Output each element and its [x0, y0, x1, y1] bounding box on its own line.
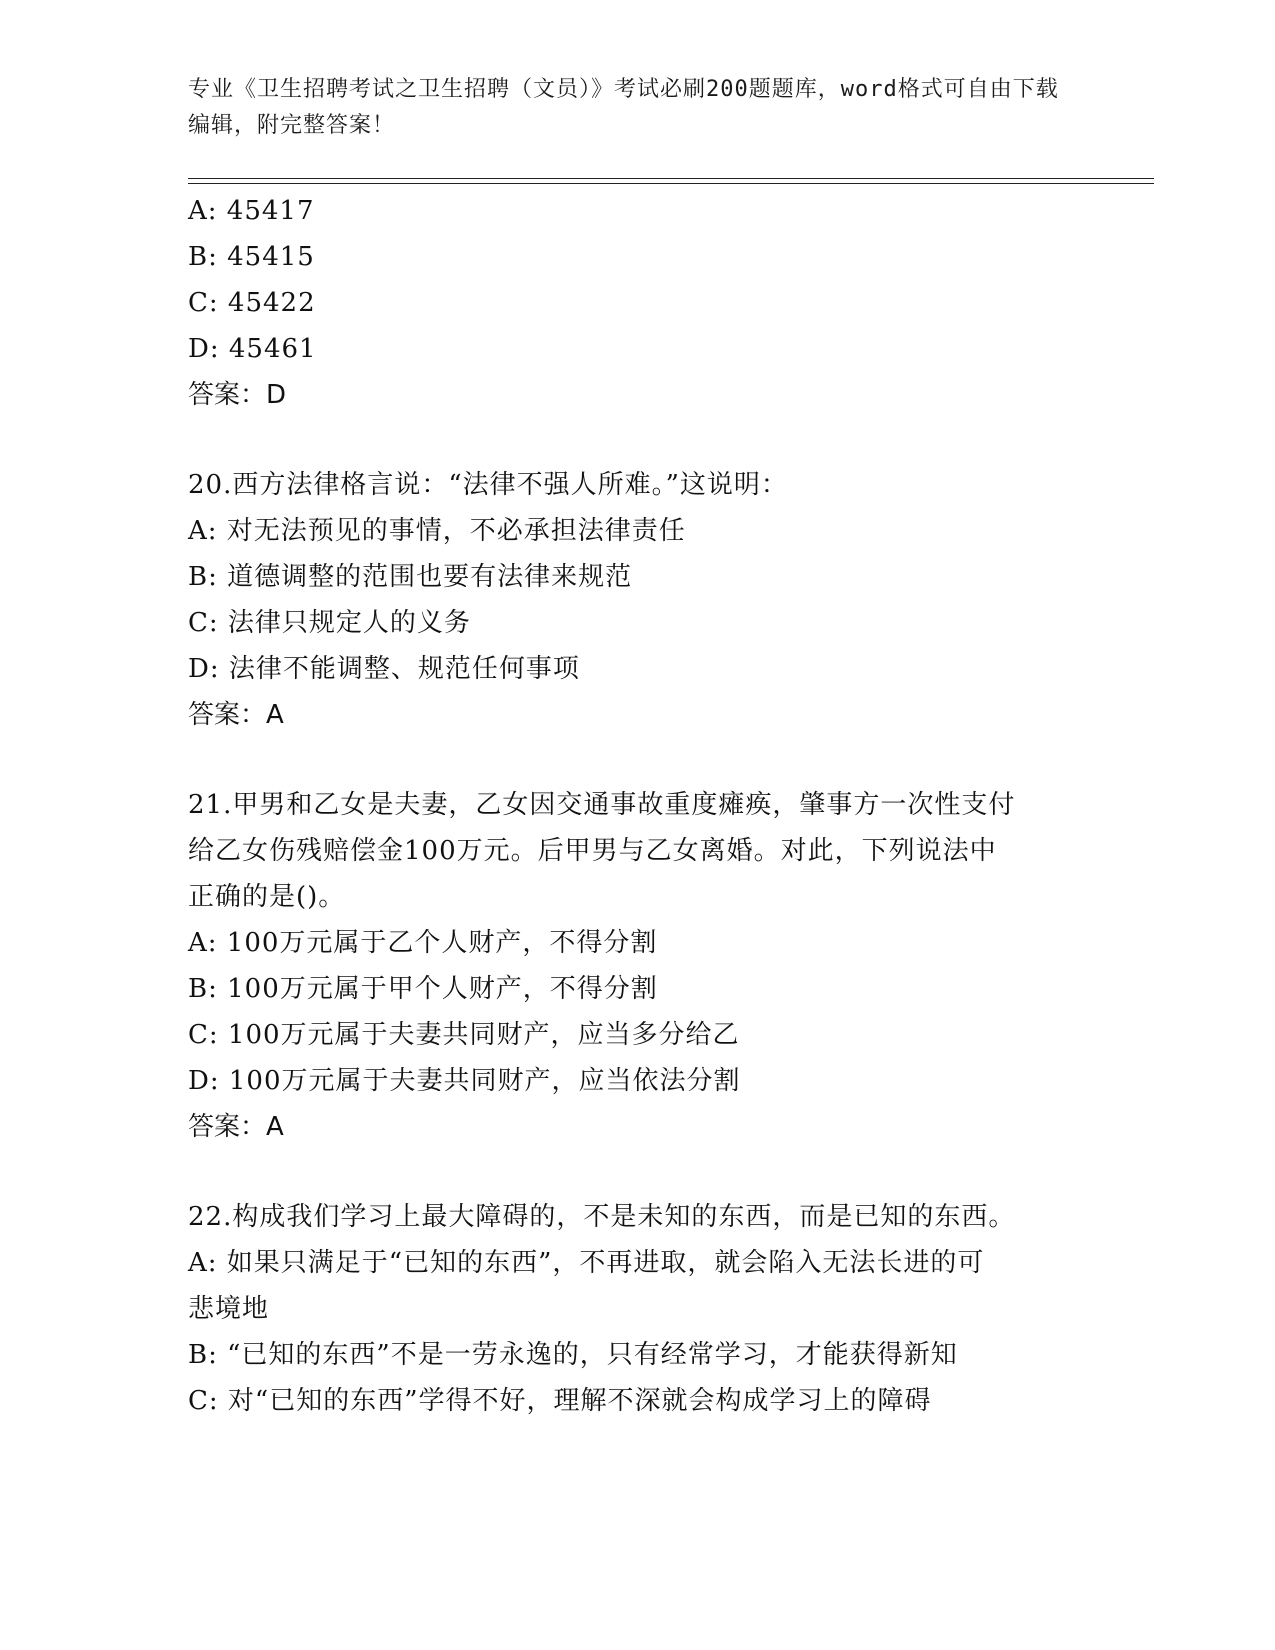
option-b: B: 道德调整的范围也要有法律来规范	[188, 562, 633, 592]
option-b: B: 100万元属于甲个人财产，不得分割	[188, 974, 658, 1004]
question-stem-line: 给乙女伤残赔偿金100万元。后甲男与乙女离婚。对此，下列说法中	[188, 836, 997, 866]
option-b: B: “已知的东西”不是一劳永逸的，只有经常学习，才能获得新知	[188, 1340, 958, 1370]
option-d: D: 法律不能调整、规范任何事项	[188, 654, 580, 684]
header-divider-top	[188, 178, 1154, 179]
option-c: C: 100万元属于夫妻共同财产，应当多分给乙	[188, 1020, 740, 1050]
option-c: C: 45422	[188, 288, 316, 318]
option-c: C: 对“已知的东西”学得不好，理解不深就会构成学习上的障碍	[188, 1386, 932, 1416]
option-d: D: 45461	[188, 334, 317, 364]
option-a: A: 100万元属于乙个人财产，不得分割	[188, 928, 658, 958]
question-stem: 20.西方法律格言说：“法律不强人所难。”这说明：	[188, 470, 788, 500]
question-22	[188, 1194, 1088, 1424]
document-header: 专业《卫生招聘考试之卫生招聘（文员）》考试必刷200题题库，word格式可自由下载编辑，附完整答案！	[188, 77, 1059, 138]
question-21	[188, 782, 1088, 1150]
answer-20: 答案：A	[188, 700, 284, 730]
question-stem-line: 正确的是()。	[188, 882, 346, 912]
answer-21: 答案：A	[188, 1112, 284, 1142]
option-a: A: 对无法预见的事情，不必承担法律责任	[188, 516, 686, 546]
option-b: B: 45415	[188, 242, 315, 272]
question-stem-line: 21.甲男和乙女是夫妻，乙女因交通事故重度瘫痪，肇事方一次性支付	[188, 790, 1016, 820]
question-stem: 22.构成我们学习上最大障碍的，不是未知的东西，而是已知的东西。	[188, 1202, 1016, 1232]
header-divider-bottom	[188, 183, 1154, 184]
question-content	[188, 188, 1088, 1424]
question-19-options	[188, 188, 1088, 418]
option-a-line: 悲境地	[188, 1294, 270, 1324]
option-d: D: 100万元属于夫妻共同财产，应当依法分割	[188, 1066, 741, 1096]
option-a: A: 45417	[188, 196, 315, 226]
option-c: C: 法律只规定人的义务	[188, 608, 471, 638]
question-20	[188, 462, 1088, 738]
answer-19: 答案：D	[188, 380, 287, 410]
option-a-line: A: 如果只满足于“已知的东西”，不再进取，就会陷入无法长进的可	[188, 1248, 985, 1278]
